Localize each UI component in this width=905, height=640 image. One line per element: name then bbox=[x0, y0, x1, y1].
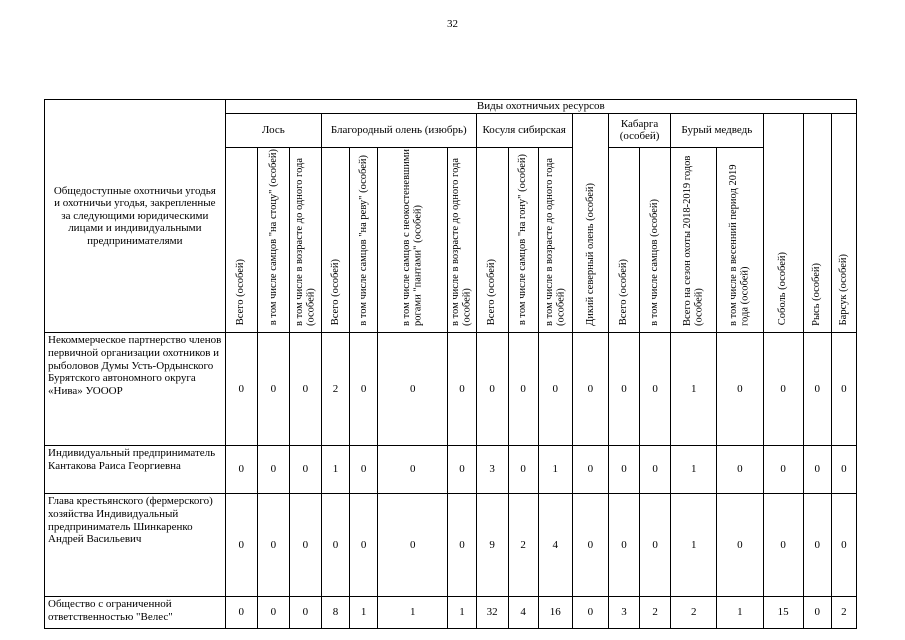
value-cell: 0 bbox=[321, 494, 349, 597]
org-name: Глава крестьянского (фермерского) хозяйства Индивидуальный предприниматель Шинкаренко Андрей Васильевич bbox=[45, 494, 226, 597]
value-cell: 4 bbox=[508, 597, 538, 629]
value-cell: 0 bbox=[476, 333, 508, 446]
col-header-bear-season: Всего на сезон охоты 2018-2019 годов (особей) bbox=[671, 147, 717, 333]
value-cell: 16 bbox=[538, 597, 572, 629]
value-cell: 0 bbox=[608, 333, 639, 446]
col-header-deer-males: в том числе самцов "на реву" (особей) bbox=[350, 147, 378, 333]
value-cell: 1 bbox=[448, 597, 476, 629]
value-cell: 0 bbox=[831, 333, 856, 446]
value-cell: 0 bbox=[378, 333, 448, 446]
value-cell: 2 bbox=[508, 494, 538, 597]
value-cell: 0 bbox=[831, 494, 856, 597]
value-cell: 1 bbox=[671, 446, 717, 494]
value-cell: 0 bbox=[572, 597, 608, 629]
value-cell: 0 bbox=[572, 333, 608, 446]
value-cell: 2 bbox=[640, 597, 671, 629]
value-cell: 1 bbox=[671, 333, 717, 446]
table-row bbox=[45, 333, 857, 446]
col-header-roe-total: Всего (особей) bbox=[476, 147, 508, 333]
value-cell: 0 bbox=[763, 446, 803, 494]
col-header-los-males: в том числе самцов "на стоцу" (особей) bbox=[257, 147, 289, 333]
col-header-deer-young: в том числе в возрасте до одного года (особей) bbox=[448, 147, 476, 333]
col-header-lynx: Рысь (особей) bbox=[803, 113, 831, 333]
value-cell: 0 bbox=[717, 446, 763, 494]
group-header-bear: Бурый медведь bbox=[671, 113, 763, 147]
value-cell: 0 bbox=[257, 494, 289, 597]
col-header-deer-total: Всего (особей) bbox=[321, 147, 349, 333]
value-cell: 0 bbox=[225, 446, 257, 494]
table-row bbox=[45, 494, 857, 597]
value-cell: 0 bbox=[448, 494, 476, 597]
value-cell: 0 bbox=[763, 494, 803, 597]
org-name: Индивидуальный предприниматель Кантакова Раиса Георгиевна bbox=[45, 446, 226, 494]
value-cell: 2 bbox=[831, 597, 856, 629]
value-cell: 0 bbox=[350, 446, 378, 494]
value-cell: 0 bbox=[257, 446, 289, 494]
value-cell: 0 bbox=[717, 333, 763, 446]
value-cell: 1 bbox=[671, 494, 717, 597]
value-cell: 0 bbox=[803, 597, 831, 629]
col-header-musk-males: в том числе самцов (особей) bbox=[640, 147, 671, 333]
value-cell: 2 bbox=[321, 333, 349, 446]
value-cell: 9 bbox=[476, 494, 508, 597]
value-cell: 0 bbox=[225, 597, 257, 629]
value-cell: 1 bbox=[350, 597, 378, 629]
col-header-los-total: Всего (особей) bbox=[225, 147, 257, 333]
org-name: Некоммерческое партнерство членов первичной организации охотников и рыболовов Думы Усть-Ордынского Бурятского автономного округа «Нива» УОООР bbox=[45, 333, 226, 446]
value-cell: 1 bbox=[538, 446, 572, 494]
value-cell: 0 bbox=[448, 446, 476, 494]
org-name: Общество с ограниченной ответственностью "Велес" bbox=[45, 597, 226, 629]
value-cell: 0 bbox=[225, 494, 257, 597]
value-cell: 0 bbox=[717, 494, 763, 597]
value-cell: 0 bbox=[640, 494, 671, 597]
value-cell: 0 bbox=[350, 494, 378, 597]
value-cell: 1 bbox=[321, 446, 349, 494]
value-cell: 0 bbox=[763, 333, 803, 446]
value-cell: 0 bbox=[831, 446, 856, 494]
group-header-deer: Благородный олень (изюбрь) bbox=[321, 113, 476, 147]
value-cell: 0 bbox=[640, 333, 671, 446]
value-cell: 0 bbox=[378, 494, 448, 597]
value-cell: 4 bbox=[538, 494, 572, 597]
page-number: 32 bbox=[447, 18, 458, 30]
value-cell: 8 bbox=[321, 597, 349, 629]
value-cell: 0 bbox=[225, 333, 257, 446]
value-cell: 0 bbox=[803, 494, 831, 597]
col-header-musk-total: Всего (особей) bbox=[608, 147, 639, 333]
value-cell: 0 bbox=[378, 446, 448, 494]
value-cell: 0 bbox=[289, 597, 321, 629]
group-header-musk: Кабарга (особей) bbox=[608, 113, 670, 147]
value-cell: 15 bbox=[763, 597, 803, 629]
value-cell: 2 bbox=[671, 597, 717, 629]
value-cell: 32 bbox=[476, 597, 508, 629]
table-row bbox=[45, 446, 857, 494]
col-header-sable: Соболь (особей) bbox=[763, 113, 803, 333]
value-cell: 0 bbox=[508, 446, 538, 494]
value-cell: 0 bbox=[508, 333, 538, 446]
value-cell: 0 bbox=[538, 333, 572, 446]
value-cell: 1 bbox=[717, 597, 763, 629]
value-cell: 1 bbox=[378, 597, 448, 629]
value-cell: 0 bbox=[289, 333, 321, 446]
col-header-deer-antlers: в том числе самцов с неокостеневшими рогами "пантами" (особей) bbox=[378, 147, 448, 333]
value-cell: 0 bbox=[257, 333, 289, 446]
value-cell: 0 bbox=[608, 494, 639, 597]
value-cell: 3 bbox=[608, 597, 639, 629]
value-cell: 0 bbox=[289, 494, 321, 597]
col-header-reindeer: Дикий северный олень (особей) bbox=[572, 113, 608, 333]
value-cell: 0 bbox=[608, 446, 639, 494]
value-cell: 3 bbox=[476, 446, 508, 494]
value-cell: 0 bbox=[572, 446, 608, 494]
group-header-los: Лось bbox=[225, 113, 321, 147]
group-header-roe: Косуля сибирская bbox=[476, 113, 572, 147]
value-cell: 0 bbox=[448, 333, 476, 446]
value-cell: 0 bbox=[350, 333, 378, 446]
value-cell: 0 bbox=[803, 333, 831, 446]
col-header-badger: Барсук (особей) bbox=[831, 113, 856, 333]
value-cell: 0 bbox=[257, 597, 289, 629]
col-header-roe-young: в том числе в возрасте до одного года (особей) bbox=[538, 147, 572, 333]
corner-header: Общедоступные охотничьи угодья и охотничьи угодья, закрепленные за следующими юридическими лицами и индивидуальными предпринимателями bbox=[45, 100, 226, 333]
col-header-bear-spring: в том числе в весенний период 2019 года (особей) bbox=[717, 147, 763, 333]
value-cell: 0 bbox=[289, 446, 321, 494]
col-header-roe-males: в том числе самцов "на гону" (особей) bbox=[508, 147, 538, 333]
hunting-resources-table bbox=[44, 99, 857, 629]
species-header: Виды охотничьих ресурсов bbox=[225, 100, 856, 114]
col-header-los-young: в том числе в возрасте до одного года (особей) bbox=[289, 147, 321, 333]
value-cell: 0 bbox=[803, 446, 831, 494]
table-row bbox=[45, 597, 857, 629]
value-cell: 0 bbox=[572, 494, 608, 597]
value-cell: 0 bbox=[640, 446, 671, 494]
